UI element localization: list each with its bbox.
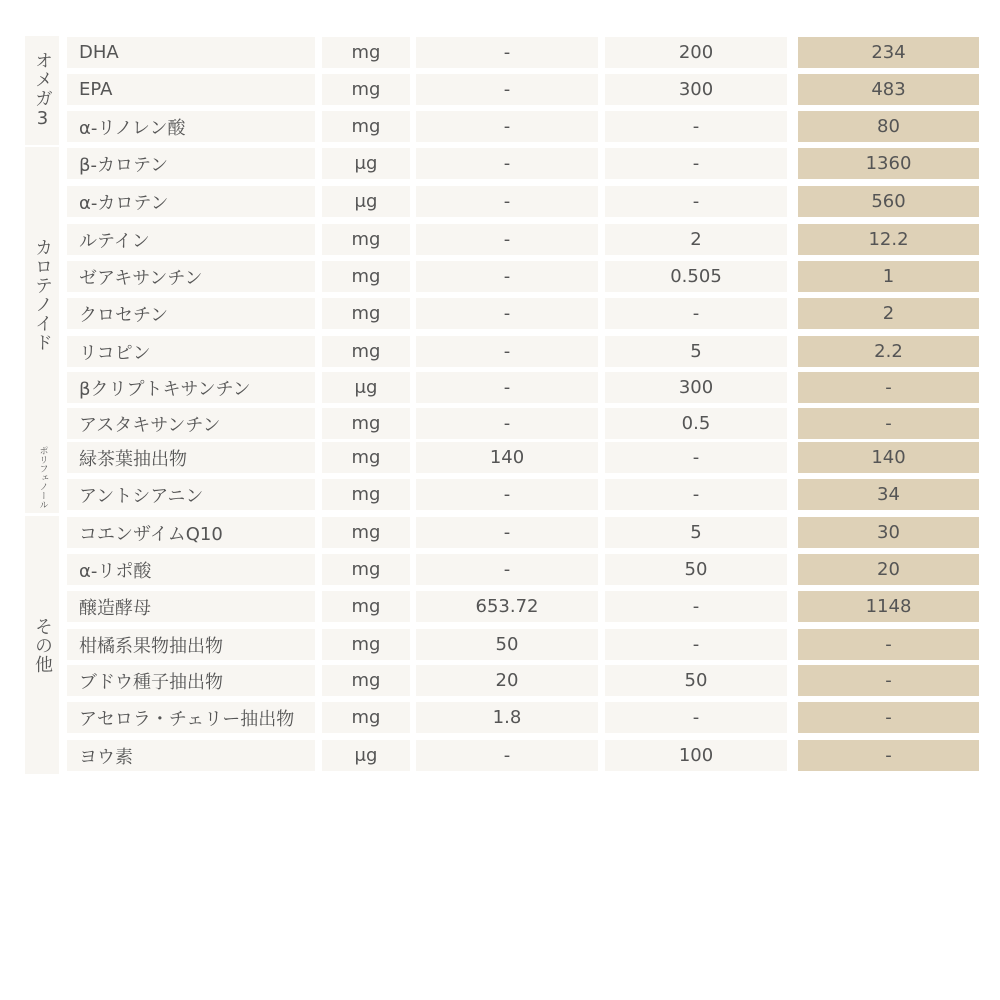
- value-col-2: 100: [678, 745, 714, 766]
- group-label: カロテノイド: [32, 237, 53, 352]
- value-col-3-cell: [798, 336, 979, 367]
- value-col-3: 560: [871, 191, 906, 212]
- value-col-2-cell: [605, 665, 787, 696]
- unit-cell: [322, 479, 410, 510]
- value-col-1-cell: [416, 372, 598, 403]
- value-col-3: 12.2: [868, 229, 909, 250]
- value-col-3-cell: [798, 554, 979, 585]
- nutrient-name: 緑茶葉抽出物: [79, 448, 187, 470]
- unit: mg: [351, 559, 381, 580]
- nutrient-name-cell: [67, 224, 315, 255]
- nutrient-name: リコピン: [79, 342, 151, 364]
- value-col-1: -: [503, 42, 511, 63]
- unit: mg: [351, 522, 381, 543]
- value-col-2: -: [692, 447, 700, 468]
- value-col-3-cell: [798, 442, 979, 473]
- unit-cell: [322, 408, 410, 439]
- group-label: その他: [32, 616, 53, 674]
- value-col-1-cell: [416, 224, 598, 255]
- value-col-1: -: [503, 116, 511, 137]
- value-col-3: 140: [871, 447, 906, 468]
- unit: mg: [351, 229, 381, 250]
- value-col-1-cell: [416, 111, 598, 142]
- nutrient-name-cell: [67, 442, 315, 473]
- nutrient-name: α-リポ酸: [79, 560, 152, 582]
- nutrient-name: ブドウ種子抽出物: [79, 671, 223, 693]
- value-col-1: -: [503, 153, 511, 174]
- nutrient-name: コエンザイムQ10: [79, 523, 223, 545]
- value-col-2: 0.505: [670, 266, 722, 287]
- unit-cell: [322, 554, 410, 585]
- unit: mg: [351, 42, 381, 63]
- value-col-3: -: [885, 745, 892, 766]
- unit: μg: [354, 745, 378, 766]
- value-col-1: 140: [489, 447, 525, 468]
- unit: mg: [351, 266, 381, 287]
- unit-cell: [322, 148, 410, 179]
- unit-cell: [322, 591, 410, 622]
- value-col-3-cell: [798, 148, 979, 179]
- value-col-2: -: [692, 596, 700, 617]
- nutrient-name: α-カロテン: [79, 192, 169, 214]
- value-col-1: -: [503, 303, 511, 324]
- value-col-1-cell: [416, 186, 598, 217]
- value-col-1: -: [503, 377, 511, 398]
- value-col-3: 30: [877, 522, 900, 543]
- nutrient-name: α-リノレン酸: [79, 117, 186, 139]
- nutrient-name: クロセチン: [79, 304, 169, 326]
- unit-cell: [322, 224, 410, 255]
- value-col-2: 0.5: [681, 413, 711, 434]
- value-col-2-cell: [605, 111, 787, 142]
- value-col-1: 1.8: [492, 707, 522, 728]
- value-col-2: -: [692, 191, 700, 212]
- nutrient-name-cell: [67, 740, 315, 771]
- nutrient-name-cell: [67, 629, 315, 660]
- value-col-3: 20: [877, 559, 900, 580]
- nutrient-name-cell: [67, 111, 315, 142]
- value-col-3-cell: [798, 702, 979, 733]
- value-col-3: 234: [871, 42, 906, 63]
- value-col-1: -: [503, 191, 511, 212]
- value-col-2-cell: [605, 702, 787, 733]
- value-col-3-cell: [798, 186, 979, 217]
- value-col-3-cell: [798, 224, 979, 255]
- value-col-3-cell: [798, 629, 979, 660]
- unit: μg: [354, 191, 378, 212]
- value-col-1: -: [503, 229, 511, 250]
- unit-cell: [322, 37, 410, 68]
- unit-cell: [322, 740, 410, 771]
- nutrient-name-cell: [67, 665, 315, 696]
- nutrient-name-cell: [67, 336, 315, 367]
- nutrient-name-cell: [67, 479, 315, 510]
- value-col-1: -: [503, 341, 511, 362]
- value-col-1-cell: [416, 442, 598, 473]
- unit: mg: [351, 484, 381, 505]
- value-col-3-cell: [798, 372, 979, 403]
- nutrient-name-cell: [67, 148, 315, 179]
- unit: mg: [351, 634, 381, 655]
- unit-cell: [322, 442, 410, 473]
- unit: mg: [351, 116, 381, 137]
- nutrient-name-cell: [67, 517, 315, 548]
- value-col-1: -: [503, 266, 511, 287]
- value-col-3-cell: [798, 479, 979, 510]
- value-col-3: 1360: [865, 153, 912, 174]
- value-col-3-cell: [798, 408, 979, 439]
- value-col-2-cell: [605, 298, 787, 329]
- value-col-1-cell: [416, 740, 598, 771]
- group-label-cell: [25, 441, 59, 513]
- value-col-3-cell: [798, 74, 979, 105]
- value-col-1-cell: [416, 591, 598, 622]
- unit: mg: [351, 670, 381, 691]
- value-col-1-cell: [416, 665, 598, 696]
- unit-cell: [322, 74, 410, 105]
- nutrient-name: ヨウ素: [79, 746, 133, 768]
- unit: mg: [351, 447, 381, 468]
- value-col-2-cell: [605, 372, 787, 403]
- value-col-3-cell: [798, 37, 979, 68]
- value-col-1-cell: [416, 702, 598, 733]
- value-col-2-cell: [605, 442, 787, 473]
- value-col-2-cell: [605, 740, 787, 771]
- value-col-3: 2: [882, 303, 895, 324]
- unit-cell: [322, 336, 410, 367]
- nutrient-name: β-カロテン: [79, 154, 169, 176]
- value-col-2-cell: [605, 517, 787, 548]
- value-col-1-cell: [416, 37, 598, 68]
- value-col-3-cell: [798, 740, 979, 771]
- value-col-2-cell: [605, 629, 787, 660]
- value-col-2: 50: [684, 559, 708, 580]
- value-col-2: 5: [690, 341, 702, 362]
- unit-cell: [322, 629, 410, 660]
- value-col-2-cell: [605, 224, 787, 255]
- nutrient-name: ゼアキサンチン: [79, 267, 203, 289]
- value-col-2: 300: [678, 377, 714, 398]
- value-col-2-cell: [605, 479, 787, 510]
- value-col-2-cell: [605, 74, 787, 105]
- unit-cell: [322, 261, 410, 292]
- unit: μg: [354, 377, 378, 398]
- value-col-1-cell: [416, 261, 598, 292]
- value-col-1: 653.72: [475, 596, 539, 617]
- value-col-2: 50: [684, 670, 708, 691]
- value-col-2: 5: [690, 522, 702, 543]
- value-col-1-cell: [416, 74, 598, 105]
- value-col-3-cell: [798, 591, 979, 622]
- value-col-1-cell: [416, 517, 598, 548]
- value-col-1-cell: [416, 554, 598, 585]
- value-col-3: -: [885, 634, 892, 655]
- nutrient-name: アントシアニン: [79, 485, 204, 507]
- value-col-2-cell: [605, 554, 787, 585]
- nutrient-name-cell: [67, 591, 315, 622]
- value-col-1: 50: [495, 634, 519, 655]
- value-col-2-cell: [605, 37, 787, 68]
- unit: mg: [351, 596, 381, 617]
- group-label: オメガ3: [32, 51, 53, 130]
- value-col-1: -: [503, 745, 511, 766]
- value-col-2: 2: [690, 229, 702, 250]
- group-label: ポリフェノール: [37, 445, 48, 509]
- nutrient-name: アスタキサンチン: [79, 414, 221, 436]
- value-col-3: -: [885, 707, 892, 728]
- value-col-3: 2.2: [874, 341, 903, 362]
- unit: mg: [351, 303, 381, 324]
- nutrient-name: ルテイン: [79, 230, 150, 252]
- value-col-2: -: [692, 116, 700, 137]
- value-col-1: -: [503, 484, 511, 505]
- value-col-3-cell: [798, 298, 979, 329]
- nutrient-name: 柑橘系果物抽出物: [79, 635, 223, 657]
- value-col-1: -: [503, 559, 511, 580]
- unit-cell: [322, 372, 410, 403]
- unit-cell: [322, 186, 410, 217]
- nutrient-name-cell: [67, 186, 315, 217]
- value-col-2: -: [692, 634, 700, 655]
- value-col-2: 200: [678, 42, 714, 63]
- value-col-1: -: [503, 413, 511, 434]
- nutrient-name: βクリプトキサンチン: [79, 378, 251, 400]
- group-label-cell: [25, 516, 59, 774]
- value-col-3-cell: [798, 111, 979, 142]
- value-col-1-cell: [416, 336, 598, 367]
- value-col-3: 1148: [865, 596, 912, 617]
- value-col-3-cell: [798, 517, 979, 548]
- nutrient-name: 醸造酵母: [79, 597, 151, 619]
- unit-cell: [322, 517, 410, 548]
- value-col-2: -: [692, 153, 700, 174]
- value-col-1-cell: [416, 148, 598, 179]
- value-col-1: -: [503, 522, 511, 543]
- unit: μg: [354, 153, 378, 174]
- unit-cell: [322, 702, 410, 733]
- value-col-1-cell: [416, 629, 598, 660]
- value-col-2-cell: [605, 336, 787, 367]
- value-col-2: -: [692, 707, 700, 728]
- value-col-1: -: [503, 79, 511, 100]
- nutrient-name-cell: [67, 261, 315, 292]
- value-col-3-cell: [798, 665, 979, 696]
- value-col-3: 80: [877, 116, 900, 137]
- value-col-2-cell: [605, 408, 787, 439]
- unit-cell: [322, 665, 410, 696]
- value-col-1-cell: [416, 298, 598, 329]
- nutrient-name: EPA: [79, 79, 113, 100]
- unit-cell: [322, 111, 410, 142]
- value-col-1: 20: [495, 670, 519, 691]
- value-col-2-cell: [605, 261, 787, 292]
- group-label-cell: [25, 147, 59, 442]
- unit: mg: [351, 341, 381, 362]
- unit: mg: [351, 707, 381, 728]
- nutrient-name-cell: [67, 298, 315, 329]
- value-col-2: 300: [678, 79, 714, 100]
- unit: mg: [351, 413, 381, 434]
- value-col-2: -: [692, 484, 700, 505]
- value-col-2-cell: [605, 186, 787, 217]
- value-col-3: 34: [877, 484, 900, 505]
- nutrient-name-cell: [67, 408, 315, 439]
- value-col-3: 483: [871, 79, 906, 100]
- nutrient-name-cell: [67, 74, 315, 105]
- value-col-3: -: [885, 377, 892, 398]
- value-col-3-cell: [798, 261, 979, 292]
- value-col-2: -: [692, 303, 700, 324]
- value-col-2-cell: [605, 591, 787, 622]
- nutrient-name: アセロラ・チェリー抽出物: [79, 708, 295, 730]
- value-col-1-cell: [416, 479, 598, 510]
- nutrient-name-cell: [67, 372, 315, 403]
- unit: mg: [351, 79, 381, 100]
- value-col-3: 1: [882, 266, 895, 287]
- value-col-3: -: [885, 670, 892, 691]
- nutrient-name: DHA: [79, 42, 119, 63]
- value-col-1-cell: [416, 408, 598, 439]
- nutrient-name-cell: [67, 37, 315, 68]
- value-col-3: -: [885, 413, 892, 434]
- nutrient-name-cell: [67, 554, 315, 585]
- value-col-2-cell: [605, 148, 787, 179]
- group-label-cell: [25, 36, 59, 145]
- unit-cell: [322, 298, 410, 329]
- nutrient-name-cell: [67, 702, 315, 733]
